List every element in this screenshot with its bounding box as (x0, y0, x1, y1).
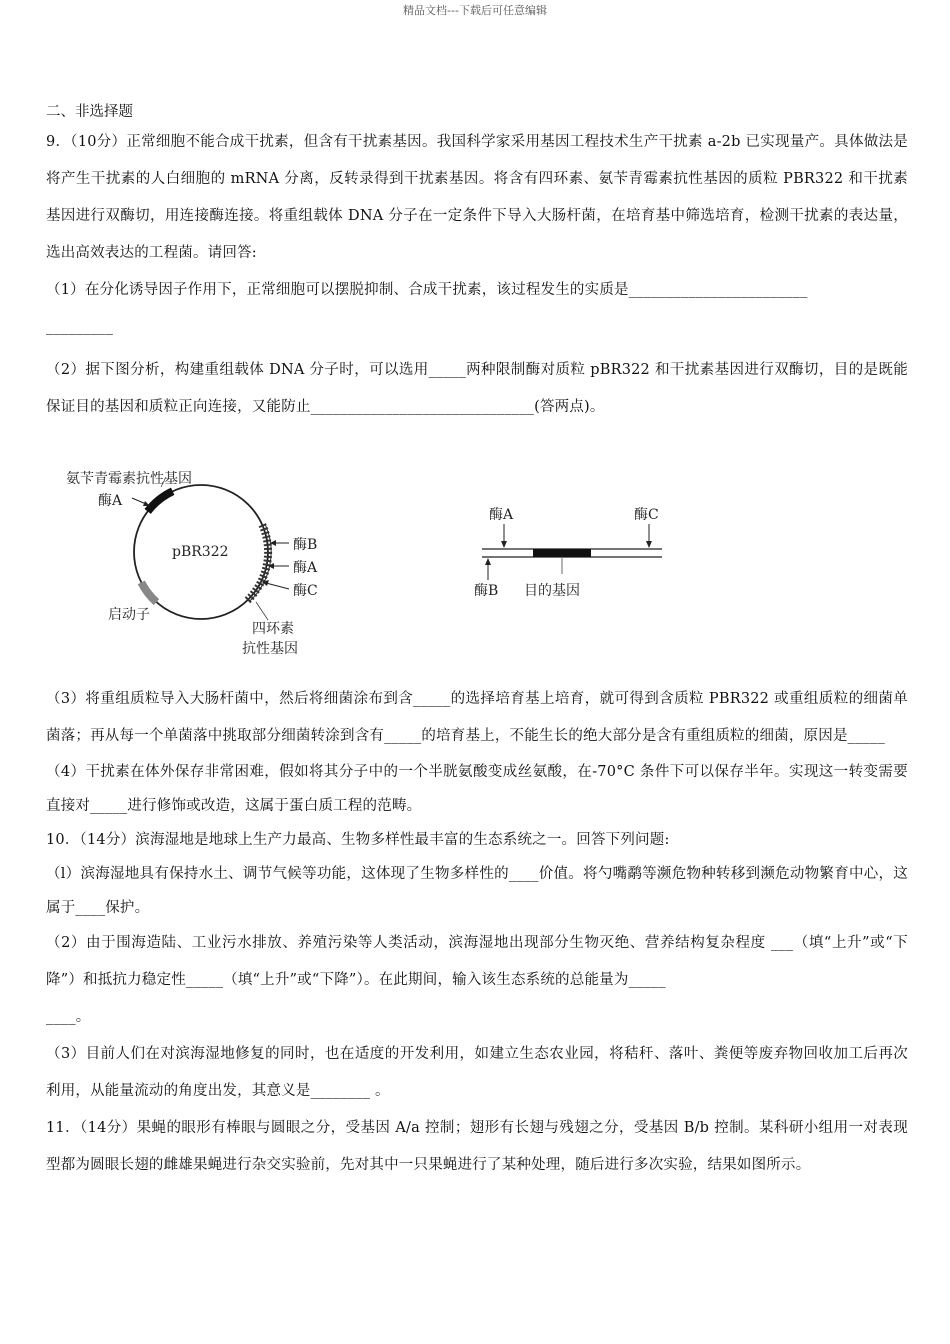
plasmid-figure (46, 452, 908, 667)
dna-enzyme-c-label: 酶C (634, 507, 659, 523)
enzyme-a-label: 酶A (293, 560, 318, 576)
enzyme-a-left-label: 酶A (98, 493, 123, 509)
amp-gene-segment (148, 491, 173, 511)
enzyme-c-label: 酶C (293, 583, 318, 599)
dna-enzyme-a-label: 酶A (489, 507, 514, 523)
q9-part-3: （3）将重组质粒导入大肠杆菌中，然后将细菌涂布到含_____的选择培育基上培育，就可得到含质粒 PBR322 或重组质粒的细菌单菌落；再从每一个单菌落中挑取部分细菌转涂到含有_____的培育基上，不能生长的绝大部分是含有重组质粒的细菌，原因是_____ (46, 691, 908, 744)
page-header: 精品文档---下载后可任意编辑 (403, 4, 547, 17)
q9-part-2: （2）据下图分析，构建重组载体 DNA 分子时，可以选用_____两种限制酶对质粒 pBR322 和干扰素基因进行双酶切，目的是既能保证目的基因和质粒正向连接，又能防止______________________________(答两点)。 (46, 362, 908, 415)
enzyme-b-label: 酶B (293, 537, 318, 553)
q10-intro: 10．（14分）滨海湿地是地球上生产力最高、生物多样性最丰富的生态系统之一。回答下列问题: (46, 832, 670, 848)
enzyme-a-left-arrow (132, 498, 146, 504)
promoter-segment (141, 582, 156, 602)
q10-part-2: （2）由于围海造陆、工业污水排放、养殖污染等人类活动，滨海湿地出现部分生物灭绝、营养结构复杂程度 ___（填“上升”或“下降”）和抵抗力稳定性_____（填“上升”或“下降”）。在此期间，输入该生态系统的总能量为_____ (46, 935, 908, 988)
section-title: 二、非选择题 (46, 104, 133, 120)
q9-part-4: （4）干扰素在体外保存非常困难，假如将其分子中的一个半胱氨酸变成丝氨酸，在-70°C 条件下可以保存半年。实现这一转变需要直接对_____进行修饰或改造，这属于蛋白质工程的范畴。 (46, 764, 908, 814)
tet-gene-label-1: 四环素 (252, 621, 294, 637)
q10-part-3: （3）目前人们在对滨海湿地修复的同时，也在适度的开发利用，如建立生态农业园，将秸秆、落叶、粪便等废弃物回收加工后再次利用，从能量流动的角度出发，其意义是________ 。 (46, 1046, 908, 1099)
q10-part-1: （l）滨海湿地具有保持水土、调节气候等功能，这体现了生物多样性的____价值。将勺嘴鹬等濒危物种转移到濒危动物繁育中心，这属于____保护。 (46, 866, 908, 916)
question-11 (46, 1110, 908, 1184)
target-gene-label: 目的基因 (524, 583, 580, 599)
q9-intro: 9．（10分）正常细胞不能合成干扰素，但含有干扰素基因。我国科学家采用基因工程技术生产干扰素 a-2b 已实现量产。具体做法是将产生干扰素的人白细胞的 mRNA 分离，反转录得到干扰素基因。将含有四环素、氨苄青霉素抗性基因的质粒 PBR322 和干扰素基因进行双酶切，用连接酶连接。将重组载体 DNA 分子在一定条件下导入大肠杆菌，在培育基中筛选培育，检测干扰素的表达量，选出高效表达的工程菌。请回答: (46, 134, 908, 261)
q9-part-1: （1）在分化诱导因子作用下，正常细胞可以摆脱抑制、合成干扰素，该过程发生的实质是________________________ (46, 282, 808, 298)
tet-gene-label-2: 抗性基因 (242, 641, 298, 657)
q9-part-1-cont: _________ (46, 319, 114, 335)
amp-gene-label: 氨苄青霉素抗性基因 (66, 471, 192, 487)
question-9 (46, 124, 908, 823)
promoter-label: 启动子 (108, 607, 150, 623)
q10-part-2-cont: ____。 (46, 1009, 91, 1025)
enzyme-c-arrow (266, 583, 289, 589)
q11-intro: 11．（14分）果蝇的眼形有棒眼与圆眼之分，受基因 A/a 控制；翅形有长翅与残翅之分，受基因 B/b 控制。某科研小组用一对表现型都为圆眼长翅的雌雄果蝇进行杂交实验前，先对其中一只果蝇进行了某种处理，随后进行多次实验，结果如图所示。 (46, 1120, 908, 1173)
dna-enzyme-b-label: 酶B (474, 583, 499, 599)
question-10 (46, 823, 908, 1110)
plasmid-name-label: pBR322 (172, 544, 229, 560)
document-body (46, 102, 908, 1184)
target-gene-segment (533, 549, 591, 557)
